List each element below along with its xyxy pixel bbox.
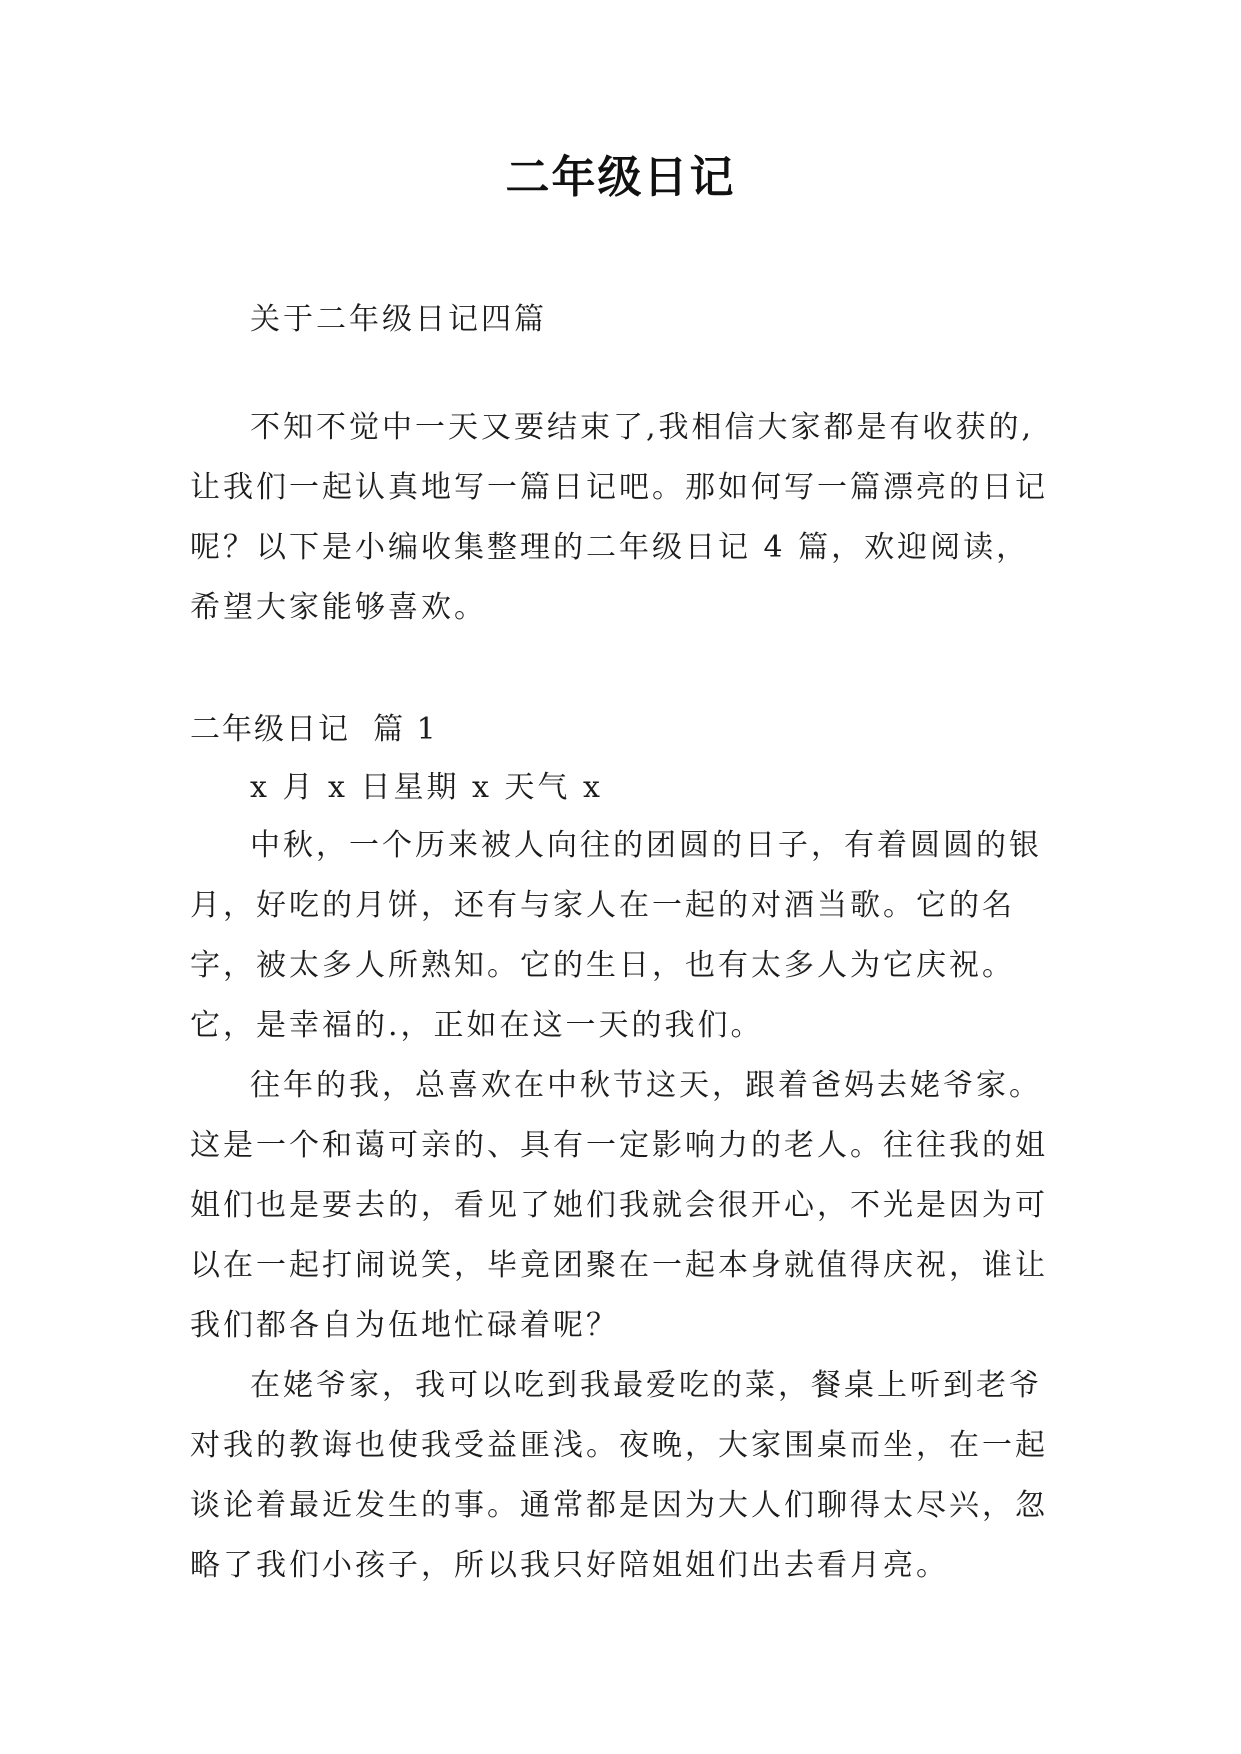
section-heading-block: [190, 700, 1051, 760]
subtitle-text: 关于二年级日记四篇: [250, 302, 547, 337]
document-subtitle: [190, 290, 1051, 350]
intro-block: [190, 398, 1051, 638]
intro-paragraph: 不知不觉中一天又要结束了,我相信大家都是有收获的,让我们一起认真地写一篇日记吧。那如何写一篇漂亮的日记呢？以下是小编收集整理的二年级日记 4 篇，欢迎阅读，希望大家能够喜欢。: [190, 410, 1048, 625]
story-paragraph: 中秋，一个历来被人向往的团圆的日子，有着圆圆的银月，好吃的月饼，还有与家人在一起的对酒当歌。它的名字，被太多人所熟知。它的生日，也有太多人为它庆祝。它，是幸福的.，正如在这一天的我们。: [190, 828, 1042, 1043]
section-heading: 二年级日记 篇 1: [190, 712, 438, 747]
story-paragraph: 在姥爷家，我可以吃到我最爱吃的菜，餐桌上听到老爷对我的教诲也使我受益匪浅。夜晚，大家围桌而坐，在一起谈论着最近发生的事。通常都是因为大人们聊得太尽兴，忽略了我们小孩子，所以我只好陪姐姐们出去看月亮。: [190, 1368, 1048, 1583]
date-line-block: [190, 758, 1051, 818]
story-paragraph: 往年的我，总喜欢在中秋节这天，跟着爸妈去姥爷家。这是一个和蔼可亲的、具有一定影响力的老人。往往我的姐姐们也是要去的，看见了她们我就会很开心，不光是因为可以在一起打闹说笑，毕竟团聚在一起本身就值得庆祝，谁让我们都各自为伍地忙碌着呢？: [190, 1068, 1048, 1343]
story-block: [190, 816, 1051, 1596]
document-title: 二年级日记: [505, 152, 736, 203]
date-line: x 月 x 日星期 x 天气 x: [250, 770, 603, 805]
